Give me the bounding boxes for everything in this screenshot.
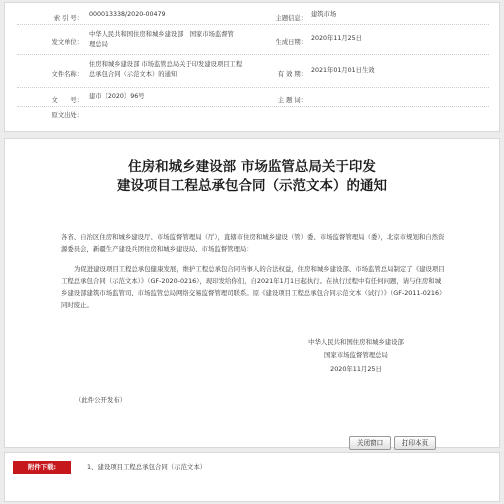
date-value: 2020年11月25日 (311, 35, 362, 42)
filename-value: 住房和城乡建设部 市场监管总局关于印发建设项目工程总承包合同（示范文本）的通知 (89, 61, 243, 78)
valid-period-label: 有 效 期： (277, 71, 307, 78)
body-paragraph: 为促进建设项目工程总承包健康发展，维护工程总承包合同当事人的合法权益，住房和城乡建设部、市场监管总局制定了《建设项目工程总承包合同（示范文本）》（GF-2020-0216），现印发给你们，自2021年1月1日起执行。在执行过程中有任何问题，请与住房和城乡建设部建筑市场监管司、市场监管总局网络交易监督管理司联系。原《建设项目工程总承包合同示范文本（试行）》（GF-2011-0216）同时废止。 (61, 265, 445, 309)
divider (17, 54, 489, 55)
keywords-label: 主 题 词： (277, 97, 307, 104)
issuer-label: 发文单位： (51, 39, 83, 46)
publish-note: （此件公开发布） (75, 396, 127, 404)
divider (17, 24, 489, 25)
doc-number-value: 建市〔2020〕96号 (89, 93, 145, 100)
document-body-panel (4, 138, 500, 448)
index-number-value: 000013338/2020-00479 (89, 11, 166, 18)
issuer-value: 中华人民共和国住房和城乡建设部 国家市场监督管理总局 (89, 31, 234, 48)
document-metadata-panel (4, 2, 500, 132)
valid-period-value: 2021年01月01日生效 (311, 67, 375, 74)
original-source-label: 原文出处： (51, 112, 83, 119)
divider (17, 87, 489, 88)
page-title-line-2: 建设项目工程总承包合同（示范文本）的通知 (117, 178, 387, 194)
doc-number-label: 文 号： (51, 97, 83, 104)
signoff-org-2: 国家市场监督管理总局 (324, 351, 388, 359)
subject-value: 建筑市场 (311, 11, 337, 18)
signoff-date: 2020年11月25日 (330, 365, 382, 373)
date-label: 生成日期： (275, 39, 307, 46)
attachment-link[interactable]: 1、建设项目工程总承包合同（示范文本） (87, 463, 207, 471)
print-page-button[interactable]: 打印本页 (394, 436, 436, 450)
subject-label: 主题信息： (275, 15, 307, 22)
divider (17, 106, 489, 107)
signoff-org-1: 中华人民共和国住房和城乡建设部 (308, 338, 404, 346)
addressee-paragraph: 各省、自治区住房和城乡建设厅、市场监督管理局（厅），直辖市住房和城乡建设（管）委、市场监督管理局（委），北京市规划和自然资源委员会，新疆生产建设兵团住房和城乡建设局、市场监督管理局： (61, 233, 445, 253)
attachments-label: 附件下载: (13, 461, 71, 474)
filename-label: 文件名称： (51, 71, 83, 78)
index-number-label: 索 引 号： (53, 15, 83, 22)
page-title-line-1: 住房和城乡建设部 市场监管总局关于印发 (128, 159, 376, 175)
close-window-button[interactable]: 关闭窗口 (349, 436, 391, 450)
attachments-panel (4, 452, 500, 502)
